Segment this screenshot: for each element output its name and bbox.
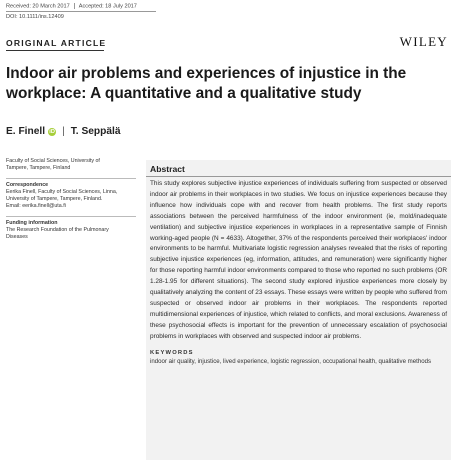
affiliation-line: Tampere, Tampere, Finland xyxy=(6,165,71,171)
funding-label: Funding information xyxy=(6,220,58,226)
affiliation-line: Faculty of Social Sciences, University of xyxy=(6,158,100,164)
article-type-rule xyxy=(6,50,104,51)
publication-dates xyxy=(6,3,137,9)
accepted-date: Accepted: 18 July 2017 xyxy=(78,3,137,10)
funding-block xyxy=(6,216,136,241)
article-info-sidebar xyxy=(6,158,136,247)
abstract-text: This study explores subjective injustice experiences of individuals suffering from suspected or observed indoor air problems in their workplaces in two studies. We focus on injustice experiences because they influence how individuals cope with and recover from health problems. The first study reports associations between the perceived harmfulness of the indoor environment (ie, mold/inadequate ventilation) and subjective injustice experiences in workplaces in a representative sample of Finnish working-aged people (N = 4633). Altogether, 37% of the respondents perceived their workplaces' indoor environments to be harmful. Multivariate logistic regression analyses revealed that the risks of reporting subjective injustice experiences (eg, information, attitudes, and remuneration) were significantly higher for those reporting harmful indoor environments compared to those who reported no such problems (OR 1.28-1.95 for different situations). The second study explored injustice experiences more closely by qualitatively analyzing the content of 23 essays. These essays were written by people who suffered from suspected or observed indoor air problems in their workplaces. The respondents reported multidimensional experiences of injustice, which related to conflicts, and moral exclusions. Awareness of these psychosocial effects is important for the prevention of unnecessary escalation of psychosocial problems in workplaces with observed and suspected indoor air problems. xyxy=(150,180,447,340)
doi[interactable]: DOI: 10.1111/ins.12409 xyxy=(6,14,64,20)
abstract-heading: Abstract xyxy=(150,164,185,174)
affiliation-block xyxy=(6,158,136,172)
funding-line: The Research Foundation of the Pulmonary xyxy=(6,227,109,233)
correspondence-line: Eerika Finell, Faculty of Social Sciences, Linna, xyxy=(6,189,118,195)
article-title: Indoor air problems and experiences of injustice in the workplace: A quantitative and a qualitative study xyxy=(6,65,407,102)
keywords-list: indoor air quality, injustice, lived experience, logistic regression, occupational health, qualitative methods xyxy=(150,357,432,365)
received-date: Received: 20 March 2017 xyxy=(6,3,70,10)
meta-divider xyxy=(74,3,75,9)
keywords-heading: KEYWORDS xyxy=(150,349,194,356)
author-list xyxy=(6,126,121,137)
publisher-logo: WILEY xyxy=(399,34,448,49)
correspondence-email[interactable]: Email: eerika.finell@uta.fi xyxy=(6,203,66,209)
author-name[interactable]: E. Finell xyxy=(6,126,46,137)
funding-line: Diseases xyxy=(6,234,28,240)
abstract-box xyxy=(146,160,451,460)
orcid-icon[interactable]: iD xyxy=(49,128,55,135)
meta-rule xyxy=(6,11,156,12)
article-type: ORIGINAL ARTICLE xyxy=(6,38,107,48)
correspondence-line: University of Tampere, Tampere, Finland. xyxy=(6,196,103,202)
author-name[interactable]: T. Seppälä xyxy=(70,126,121,137)
abstract-rule xyxy=(146,176,451,177)
correspondence-block xyxy=(6,178,136,210)
correspondence-label: Correspondence xyxy=(6,182,49,188)
author-separator: | xyxy=(62,126,65,137)
